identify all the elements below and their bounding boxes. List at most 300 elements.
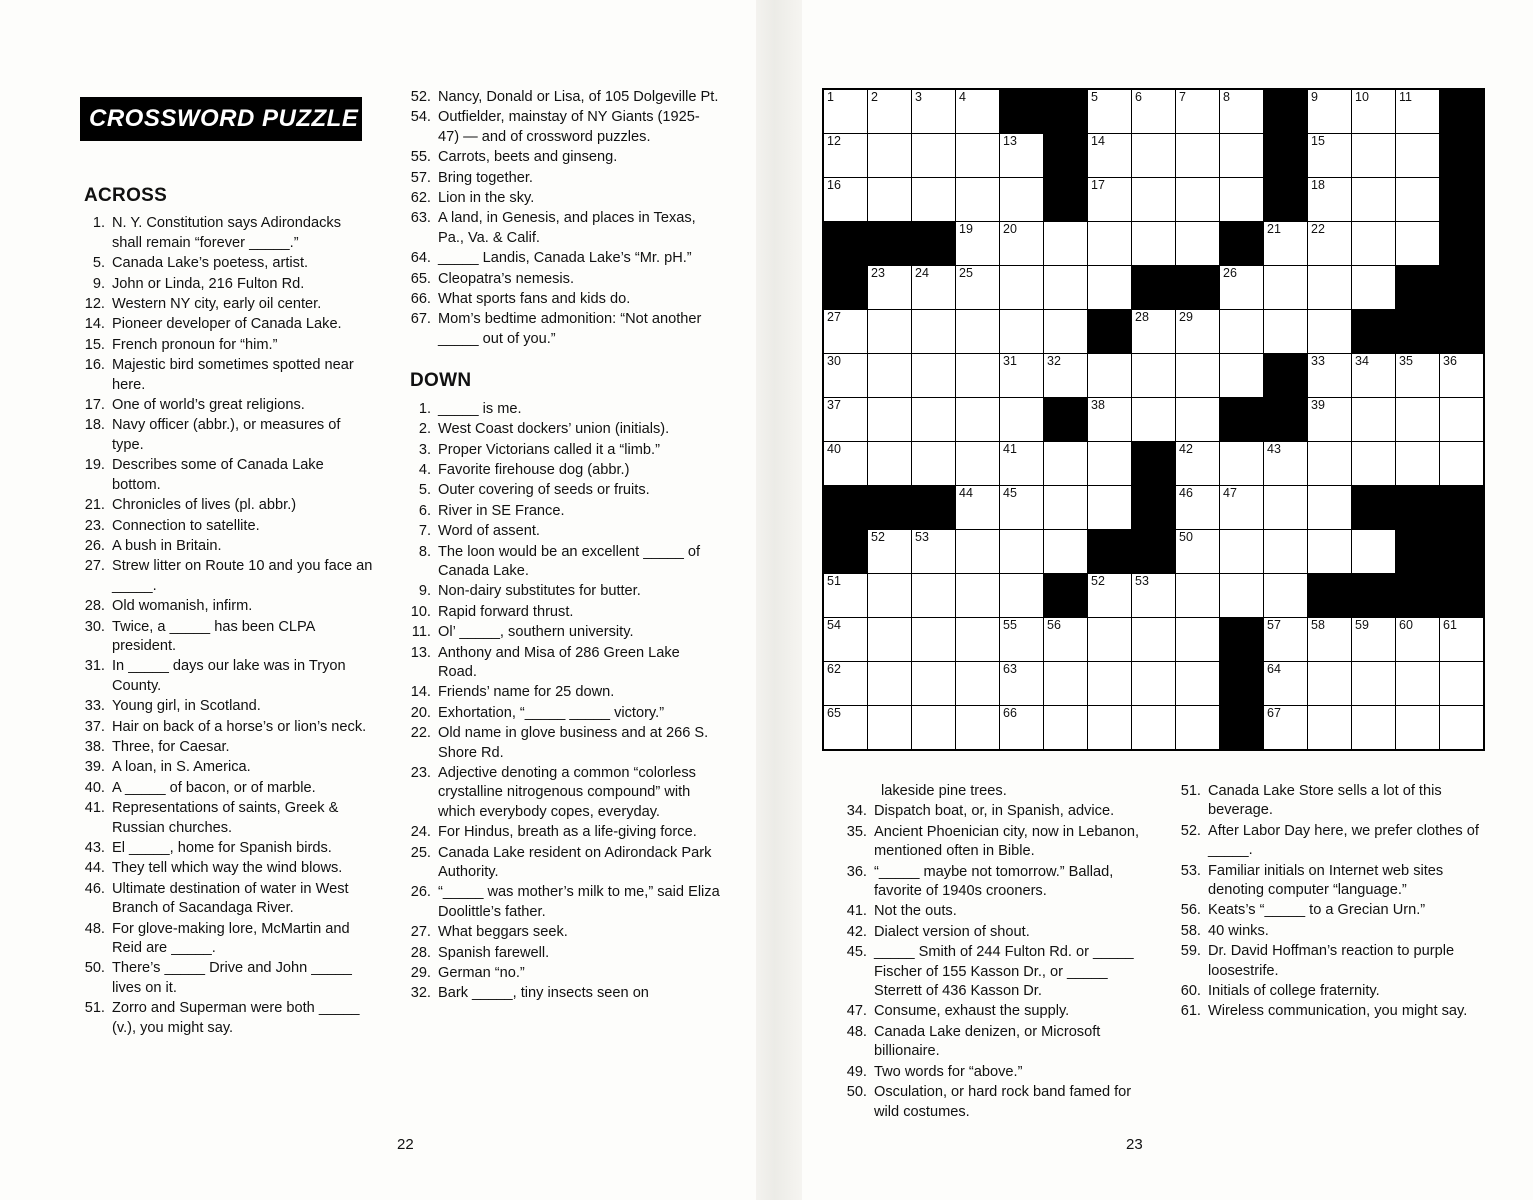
grid-cell-number: 21 [1267,222,1281,236]
grid-cell-block [1440,530,1485,574]
grid-cell[interactable] [1044,354,1088,398]
down-clue-list-continued [846,782,1146,1123]
grid-cell[interactable] [956,530,1000,574]
clue-number: 66. [410,291,431,308]
clue-text: Chronicles of lives (pl. abbr.) [112,497,297,514]
grid-cell[interactable] [1352,442,1396,486]
clue-number: 64. [410,250,431,267]
grid-cell-block [1044,398,1088,442]
clue-number: 15. [84,336,105,353]
grid-cell[interactable] [1176,134,1220,178]
page-title-text: CROSSWORD PUZZLE [89,105,359,132]
clue-text: Pioneer developer of Canada Lake. [112,316,342,333]
clue-number: 63. [410,210,431,227]
grid-cell[interactable] [1396,618,1440,662]
clue-text: Canada Lake’s poetess, artist. [112,255,309,272]
grid-cell[interactable] [912,89,956,134]
clue-item [410,883,720,922]
grid-cell[interactable] [1264,618,1308,662]
clue-item [410,209,720,248]
clue-number: 13. [410,644,431,661]
grid-cell[interactable] [1352,354,1396,398]
grid-cell[interactable] [1440,398,1485,442]
grid-cell[interactable] [912,354,956,398]
grid-cell[interactable] [1396,178,1440,222]
grid-cell-number: 51 [827,574,841,588]
grid-cell[interactable] [1308,178,1352,222]
grid-row [823,574,1484,618]
grid-cell-block [1440,310,1485,354]
grid-cell[interactable] [1308,134,1352,178]
grid-cell[interactable] [956,222,1000,266]
grid-cell[interactable] [1000,706,1044,751]
grid-cell[interactable] [1220,442,1264,486]
grid-cell[interactable] [823,442,868,486]
grid-cell[interactable] [1132,398,1176,442]
grid-cell[interactable] [1220,574,1264,618]
grid-cell-number: 5 [1091,90,1098,104]
clue-number: 48. [84,920,105,937]
grid-cell[interactable] [1352,706,1396,751]
clue-item [84,738,374,757]
down-heading: DOWN [410,370,472,392]
grid-cell[interactable] [1088,706,1132,751]
left-page [0,0,760,1200]
grid-cell[interactable] [1308,706,1352,751]
grid-cell[interactable] [823,178,868,222]
grid-cell[interactable] [1000,442,1044,486]
grid-cell[interactable] [1308,89,1352,134]
grid-cell-number: 15 [1311,134,1325,148]
grid-cell[interactable] [1044,222,1088,266]
grid-cell[interactable] [868,442,912,486]
grid-cell[interactable] [1264,574,1308,618]
grid-cell[interactable] [956,178,1000,222]
grid-cell[interactable] [1132,354,1176,398]
grid-cell[interactable] [1308,530,1352,574]
grid-cell-number: 45 [1003,486,1017,500]
clue-item [410,400,720,419]
grid-cell-number: 24 [915,266,929,280]
clue-text: In _____ days our lake was in Tryon County. [112,658,346,694]
grid-cell[interactable] [1176,310,1220,354]
clue-text: Osculation, or hard rock band famed for wild costumes. [874,1084,1132,1120]
grid-row [823,662,1484,706]
grid-cell[interactable] [1088,662,1132,706]
grid-cell[interactable] [868,398,912,442]
clue-item [410,623,720,642]
grid-cell[interactable] [1352,134,1396,178]
clue-text: Ultimate destination of water in West Branch of Sacandaga River. [112,880,349,917]
grid-cell[interactable] [1264,310,1308,354]
clue-item [846,1083,1146,1122]
clue-number: 35. [846,823,867,840]
clue-item [1180,822,1480,861]
clue-item [1180,901,1480,920]
clue-item [846,923,1146,942]
grid-cell-number: 6 [1135,90,1142,104]
grid-cell[interactable] [868,662,912,706]
clue-number: 17. [84,397,105,414]
clue-number: 32. [410,985,431,1002]
grid-cell-block [823,486,868,530]
grid-cell[interactable] [823,310,868,354]
grid-cell[interactable] [1088,486,1132,530]
clue-item [410,764,720,822]
grid-cell[interactable] [1264,662,1308,706]
grid-cell[interactable] [1308,222,1352,266]
clue-number: 29. [410,965,431,982]
clue-text: Mom’s bedtime admonition: “Not another _____ out of you.” [438,311,702,347]
clue-item [84,657,374,696]
clue-item [410,481,720,500]
clue-number: 33. [84,698,105,715]
grid-cell[interactable] [1088,574,1132,618]
grid-cell[interactable] [1132,222,1176,266]
grid-cell[interactable] [912,530,956,574]
grid-cell-number: 27 [827,310,841,324]
grid-cell[interactable] [1088,266,1132,310]
grid-cell[interactable] [1176,89,1220,134]
clue-text: Three, for Caesar. [112,738,230,755]
grid-cell[interactable] [1396,354,1440,398]
grid-cell[interactable] [1176,442,1220,486]
grid-cell[interactable] [1000,662,1044,706]
grid-cell[interactable] [956,442,1000,486]
clue-number: 10. [410,603,431,620]
grid-cell-number: 23 [871,266,885,280]
grid-cell[interactable] [1308,618,1352,662]
grid-cell-block [1044,178,1088,222]
clue-text: _____ is me. [438,400,522,417]
grid-cell[interactable] [868,89,912,134]
clue-number: 9. [92,275,105,292]
grid-cell[interactable] [1176,222,1220,266]
grid-cell[interactable] [1352,178,1396,222]
grid-cell-number: 33 [1311,354,1325,368]
grid-cell[interactable] [1396,662,1440,706]
clue-text: _____ Smith of 244 Fulton Rd. or _____ Fischer of 155 Kasson Dr., or _____ Sterrett of 436 Kasson Dr. [874,944,1134,1000]
grid-cell[interactable] [868,618,912,662]
grid-cell[interactable] [1176,398,1220,442]
grid-cell[interactable] [956,354,1000,398]
grid-cell[interactable] [868,574,912,618]
grid-cell[interactable] [1308,354,1352,398]
clue-number: 48. [846,1023,867,1040]
grid-cell[interactable] [912,574,956,618]
clue-text: Rapid forward thrust. [438,603,574,620]
grid-cell[interactable] [823,662,868,706]
grid-cell-number: 9 [1311,90,1318,104]
grid-cell-number: 20 [1003,222,1017,236]
clue-text: Ol’ _____, southern university. [438,624,634,641]
crossword-grid-table[interactable] [822,88,1485,751]
grid-cell[interactable] [912,398,956,442]
clue-text: Representations of saints, Greek & Russian churches. [112,800,339,836]
grid-cell[interactable] [956,574,1000,618]
grid-cell-block [1308,574,1352,618]
grid-cell[interactable] [1132,178,1176,222]
clue-text: Strew litter on Route 10 and you face an _____. [112,558,373,594]
grid-cell[interactable] [868,706,912,751]
grid-cell[interactable] [1440,706,1485,751]
grid-cell[interactable] [1000,530,1044,574]
grid-row [823,266,1484,310]
grid-cell[interactable] [1132,89,1176,134]
clue-number: 4. [418,461,431,478]
grid-cell[interactable] [1044,310,1088,354]
grid-cell[interactable] [956,706,1000,751]
grid-cell[interactable] [1396,89,1440,134]
grid-cell[interactable] [823,398,868,442]
clue-number: 27. [410,924,431,941]
clue-text: Old womanish, infirm. [112,598,253,615]
grid-cell-block [1044,134,1088,178]
grid-cell[interactable] [1352,618,1396,662]
grid-cell[interactable] [823,354,868,398]
grid-cell[interactable] [1000,398,1044,442]
clue-text: Ancient Phoenician city, now in Lebanon, mentioned often in Bible. [874,823,1140,860]
grid-cell[interactable] [1132,574,1176,618]
down-clue-list [410,400,720,1004]
grid-cell[interactable] [868,178,912,222]
grid-cell[interactable] [912,662,956,706]
grid-cell[interactable] [1088,89,1132,134]
grid-cell[interactable] [1264,706,1308,751]
grid-cell[interactable] [956,89,1000,134]
grid-cell-number: 25 [959,266,973,280]
grid-cell[interactable] [1176,178,1220,222]
clue-text: Dispatch boat, or, in Spanish, advice. [874,803,1115,820]
grid-cell-block [1352,310,1396,354]
grid-cell[interactable] [1044,442,1088,486]
grid-cell[interactable] [1308,266,1352,310]
grid-cell[interactable] [1132,134,1176,178]
grid-cell-number: 53 [915,530,929,544]
grid-cell[interactable] [1264,222,1308,266]
grid-cell[interactable] [1000,310,1044,354]
grid-cell[interactable] [956,398,1000,442]
grid-cell-block [1044,89,1088,134]
grid-cell-block [912,486,956,530]
grid-cell[interactable] [1440,442,1485,486]
grid-cell[interactable] [1220,354,1264,398]
down-clue-continuation-text: lakeside pine trees. [881,783,1007,799]
crossword-grid[interactable] [822,88,1485,751]
grid-cell[interactable] [823,134,868,178]
grid-cell[interactable] [1396,442,1440,486]
clue-item [846,823,1146,862]
clue-number: 11. [411,624,431,641]
grid-cell-number: 63 [1003,662,1017,676]
grid-cell[interactable] [1352,662,1396,706]
grid-cell[interactable] [1044,530,1088,574]
clue-item [84,697,374,716]
grid-cell[interactable] [1396,706,1440,751]
clue-item [410,502,720,521]
grid-cell[interactable] [1044,618,1088,662]
grid-cell[interactable] [956,486,1000,530]
clue-item [84,557,374,596]
grid-cell[interactable] [1176,618,1220,662]
grid-cell[interactable] [1088,618,1132,662]
grid-cell[interactable] [1088,398,1132,442]
grid-cell[interactable] [1308,398,1352,442]
grid-cell[interactable] [1220,310,1264,354]
grid-cell[interactable] [956,310,1000,354]
grid-cell[interactable] [823,574,868,618]
grid-cell[interactable] [868,354,912,398]
clue-item [410,603,720,622]
grid-cell[interactable] [1088,134,1132,178]
grid-cell[interactable] [1132,618,1176,662]
grid-cell-block [1440,178,1485,222]
grid-cell[interactable] [912,442,956,486]
grid-cell[interactable] [1044,266,1088,310]
grid-cell-block [1396,266,1440,310]
grid-cell[interactable] [1000,222,1044,266]
clue-item [410,148,720,167]
grid-cell[interactable] [1352,222,1396,266]
clue-text: Cleopatra’s nemesis. [438,270,575,287]
grid-cell[interactable] [1220,266,1264,310]
clue-item [410,704,720,723]
grid-cell[interactable] [912,266,956,310]
grid-cell[interactable] [1308,486,1352,530]
grid-cell[interactable] [1308,442,1352,486]
grid-cell[interactable] [1440,354,1485,398]
grid-cell[interactable] [956,618,1000,662]
grid-cell[interactable] [1352,398,1396,442]
grid-cell[interactable] [1176,486,1220,530]
grid-cell[interactable] [1264,266,1308,310]
grid-cell[interactable] [1044,662,1088,706]
clue-item [84,295,374,314]
grid-cell-block [1264,398,1308,442]
grid-cell[interactable] [912,618,956,662]
grid-cell[interactable] [1088,178,1132,222]
grid-cell[interactable] [1044,486,1088,530]
grid-cell[interactable] [1220,486,1264,530]
grid-cell[interactable] [1440,618,1485,662]
grid-cell[interactable] [1308,662,1352,706]
grid-cell[interactable] [912,706,956,751]
grid-cell[interactable] [956,662,1000,706]
clue-item [1180,922,1480,941]
clue-number: 14. [410,684,431,701]
grid-cell[interactable] [1396,398,1440,442]
grid-cell[interactable] [823,706,868,751]
grid-cell[interactable] [1176,574,1220,618]
grid-cell-number: 17 [1091,178,1105,192]
grid-cell[interactable] [1264,442,1308,486]
grid-cell[interactable] [1000,178,1044,222]
grid-cell[interactable] [1000,574,1044,618]
grid-cell[interactable] [1176,354,1220,398]
clue-number: 8. [418,543,431,560]
grid-cell[interactable] [868,134,912,178]
clue-number: 1. [92,215,105,232]
grid-cell[interactable] [912,134,956,178]
grid-cell[interactable] [1220,530,1264,574]
grid-cell-number: 19 [959,222,973,236]
grid-cell-block [1088,310,1132,354]
grid-cell[interactable] [1044,706,1088,751]
grid-cell[interactable] [1440,662,1485,706]
grid-cell[interactable] [1000,134,1044,178]
grid-cell[interactable] [912,310,956,354]
grid-cell[interactable] [868,530,912,574]
clue-item [84,275,374,294]
grid-cell[interactable] [1176,706,1220,751]
grid-cell[interactable] [868,310,912,354]
grid-cell[interactable] [956,134,1000,178]
grid-cell[interactable] [1000,618,1044,662]
grid-cell[interactable] [1132,310,1176,354]
clue-item [410,683,720,702]
grid-cell[interactable] [1308,310,1352,354]
clue-number: 43. [84,840,105,856]
clue-number: 9. [418,583,431,600]
grid-cell[interactable] [1088,354,1132,398]
clue-number: 6. [418,502,431,519]
grid-cell-block [1352,574,1396,618]
grid-cell[interactable] [1352,89,1396,134]
grid-cell[interactable] [956,266,1000,310]
grid-cell[interactable] [1220,89,1264,134]
grid-cell[interactable] [823,89,868,134]
grid-cell[interactable] [1176,530,1220,574]
grid-cell-block [1132,530,1176,574]
grid-cell-number: 42 [1179,442,1193,456]
clue-item [84,456,374,495]
clue-number: 54. [410,109,431,126]
clue-item [84,315,374,334]
grid-cell-number: 8 [1223,90,1230,104]
grid-cell[interactable] [1176,662,1220,706]
grid-cell[interactable] [1264,530,1308,574]
grid-cell[interactable] [1132,706,1176,751]
across-column [84,186,374,1039]
grid-cell[interactable] [1000,486,1044,530]
grid-cell[interactable] [1264,486,1308,530]
clue-number: 14. [84,316,105,333]
grid-cell[interactable] [1396,222,1440,266]
grid-cell[interactable] [1220,178,1264,222]
grid-cell[interactable] [1396,134,1440,178]
grid-cell[interactable] [1088,222,1132,266]
clue-number: 22. [410,725,431,742]
clue-number: 3. [418,441,431,458]
grid-cell[interactable] [868,266,912,310]
clue-number: 42. [846,923,867,940]
grid-cell[interactable] [1000,354,1044,398]
clue-number: 51. [1180,783,1201,799]
grid-cell[interactable] [1352,266,1396,310]
grid-cell[interactable] [912,178,956,222]
grid-cell[interactable] [1088,442,1132,486]
grid-cell-number: 46 [1179,486,1193,500]
grid-cell-block [1264,178,1308,222]
grid-cell[interactable] [1132,662,1176,706]
clue-text: German “no.” [438,965,525,982]
clue-number: 28. [410,944,431,961]
grid-cell[interactable] [1000,266,1044,310]
grid-cell[interactable] [1352,530,1396,574]
grid-cell[interactable] [1220,134,1264,178]
clue-number: 26. [410,884,431,901]
grid-cell[interactable] [823,618,868,662]
